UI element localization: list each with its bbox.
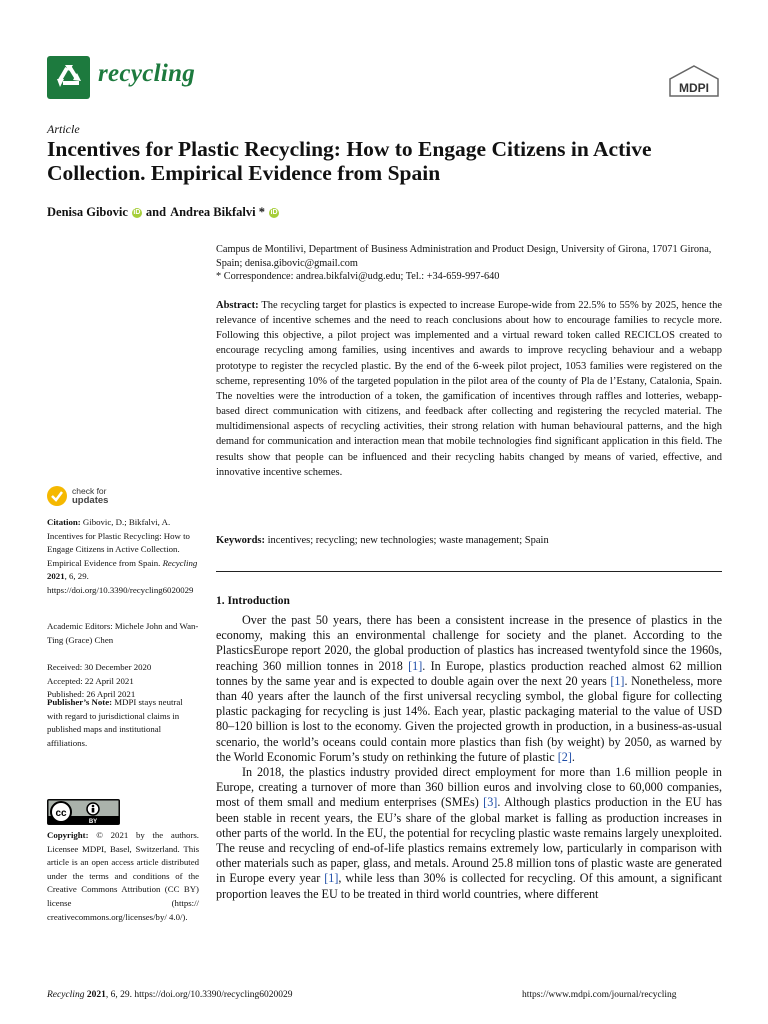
check-for-updates-badge[interactable] <box>47 486 108 506</box>
journal-logo <box>47 56 90 99</box>
author-name[interactable]: Denisa Gibovic <box>47 205 128 219</box>
author-separator: and <box>145 205 167 219</box>
footer-citation[interactable]: Recycling 2021, 6, 29. https://doi.org/10.3390/recycling6020029 <box>47 990 293 1000</box>
author-name[interactable]: Andrea Bikfalvi * <box>170 205 265 219</box>
publication-dates: Received: 30 December 2020 Accepted: 22 April 2021 Published: 26 April 2021 <box>47 662 152 700</box>
recycle-icon <box>52 61 86 95</box>
keywords-text: incentives; recycling; new technologies; waste management; Spain <box>267 535 549 546</box>
keywords <box>216 535 722 546</box>
article-type: Article <box>47 122 80 136</box>
orcid-icon[interactable]: iD <box>270 208 278 216</box>
affiliations <box>216 243 726 284</box>
check-icon <box>47 486 67 506</box>
citation-link[interactable]: [1] <box>324 871 339 886</box>
abstract-text: The recycling target for plastics is expected to increase Europe-wide from 22.5% to 55% by 2025, hence the relevance of incentive schemes and the need to reach conclusions about how to encourage families to recycle more. Following this objective, a pilot project was implemented and a virtual reward token called RECICLOS created to encourage recycling among families, using incentives and awards to improve recycling behaviour and a webapp prototype to register the recycled plastic. By the end of the 6-week pilot project, 1053 families were registered on the scheme, representing 10% of the targeted population in the pilot area of the county of Pla de l’Estany, Catalonia, Spain. The novelties were the introduction of a token, the gamification of incentives through raffles and lotteries, webapp-based direct communication with citizens, and feedback after collecting and registering the recycled material. The multidimensional aspects of recycling activities, their strong relation with human behavioural patterns, and the high demand for communication and interaction mean that mobile technologies find significant application in this field. The results show that people can be influenced and their recycling habits changed by means of varied, effective, and innovative incentive schemes. <box>216 300 722 478</box>
section-title: 1. Introduction <box>216 595 290 607</box>
publisher-name: MDPI <box>679 81 709 95</box>
journal-name: recycling <box>98 60 196 87</box>
check-label: check for <box>72 486 107 496</box>
affiliation: Campus de Montilivi, Department of Business Administration and Product Design, University of Girona, 17071 Girona, Spain; denisa.gibovic@gmail.com <box>216 244 712 269</box>
paragraph: Over the past 50 years, there has been a consistent increase in the presence of plastics in the economy, making this an environmental challenge for society and the planet. According to the PlasticsEurope report 2020, the global production of plastics has increased twentyfold since the 1960s, reaching 360 million tonnes in 2018 [1]. In Europe, plastics production reached almost 62 million tonnes by the same year and is expected to double again over the next 20 years [1]. Nonetheless, more than 40 years after the launch of the first universal recycling symbol, the global figure for collecting plastic packaging for recycling is just 14%. Each year, plastic packaging material to the value of USD 80–120 billion is lost to the economy. Given the projected growth in production, in a business-as-usual scenario, the world’s oceans could contain more plastics than fish (by weight) by 2050, as warned by the World Economic Forum’s study on rethinking the future of plastic [2]. <box>216 613 722 764</box>
divider <box>216 571 722 572</box>
citation-link[interactable]: [3] <box>483 795 498 810</box>
mdpi-logo[interactable] <box>667 64 721 98</box>
copyright-notice: Copyright: © 2021 by the authors. Licensee MDPI, Basel, Switzerland. This article is an open access article distributed under the terms and conditions of the Creative Commons Attribution (CC BY) license (https:// creativecommons.org/licenses/by/ 4.0/). <box>47 830 200 922</box>
citation-link[interactable]: [2] <box>557 749 572 764</box>
abstract <box>216 298 722 480</box>
svg-text:cc: cc <box>55 808 67 819</box>
author-list <box>47 205 279 220</box>
doi-link[interactable]: , 6, 29. https://doi.org/10.3390/recycling6020029 <box>47 571 194 595</box>
correspondence: * Correspondence: andrea.bikfalvi@udg.edu; Tel.: +34-659-997-640 <box>216 271 500 282</box>
cc-by-license-badge[interactable] <box>47 799 120 825</box>
publisher-note: Publisher’s Note: MDPI stays neutral with regard to jurisdictional claims in published maps and institutional affiliations. <box>47 697 183 748</box>
updates-label: updates <box>72 495 109 506</box>
footer-journal-url[interactable]: https://www.mdpi.com/journal/recycling <box>522 990 677 1000</box>
keywords-label: Keywords: <box>216 535 265 546</box>
abstract-label: Abstract: <box>216 300 259 311</box>
body-text <box>216 613 722 902</box>
cc-by-label: BY <box>88 819 98 825</box>
orcid-icon[interactable]: iD <box>133 208 141 216</box>
paragraph: In 2018, the plastics industry provided direct employment for more than 1.6 million people in Europe, creating a turnover of more than 360 billion euros and involving close to 60,000 companies, most of them small and medium enterprises (SMEs) [3]. Although plastics production in the EU has been stable in recent years, the EU’s share of the global market is falling as production increases in other parts of the world. In the EU, the potential for recycling plastic waste remains largely unexploited. The reuse and recycling of end-of-life plastics remains extremely low, particularly in comparison with other materials such as paper, glass, and metals. Around 25.8 million tons of plastic waste are generated in Europe every year [1], while less than 30% is collected for recycling. Of this amount, a significant proportion leaves the EU to be treated in third world countries, where different <box>216 765 722 901</box>
citation-link[interactable]: [1] <box>610 673 625 688</box>
academic-editors: Academic Editors: Michele John and Wan-Ting (Grace) Chen <box>47 621 199 645</box>
citation-link[interactable]: [1] <box>408 658 423 673</box>
citation-block: Citation: Gibovic, D.; Bikfalvi, A. Incentives for Plastic Recycling: How to Engage Citizens in Active Collection. Empirical Evidence from Spain. Recycling 2021, 6, 29. https://doi.org/10.3390/recycling6020029 <box>47 517 198 595</box>
article-title: Incentives for Plastic Recycling: How to Engage Citizens in Active Collection. Empirical Evidence from Spain <box>47 137 652 185</box>
